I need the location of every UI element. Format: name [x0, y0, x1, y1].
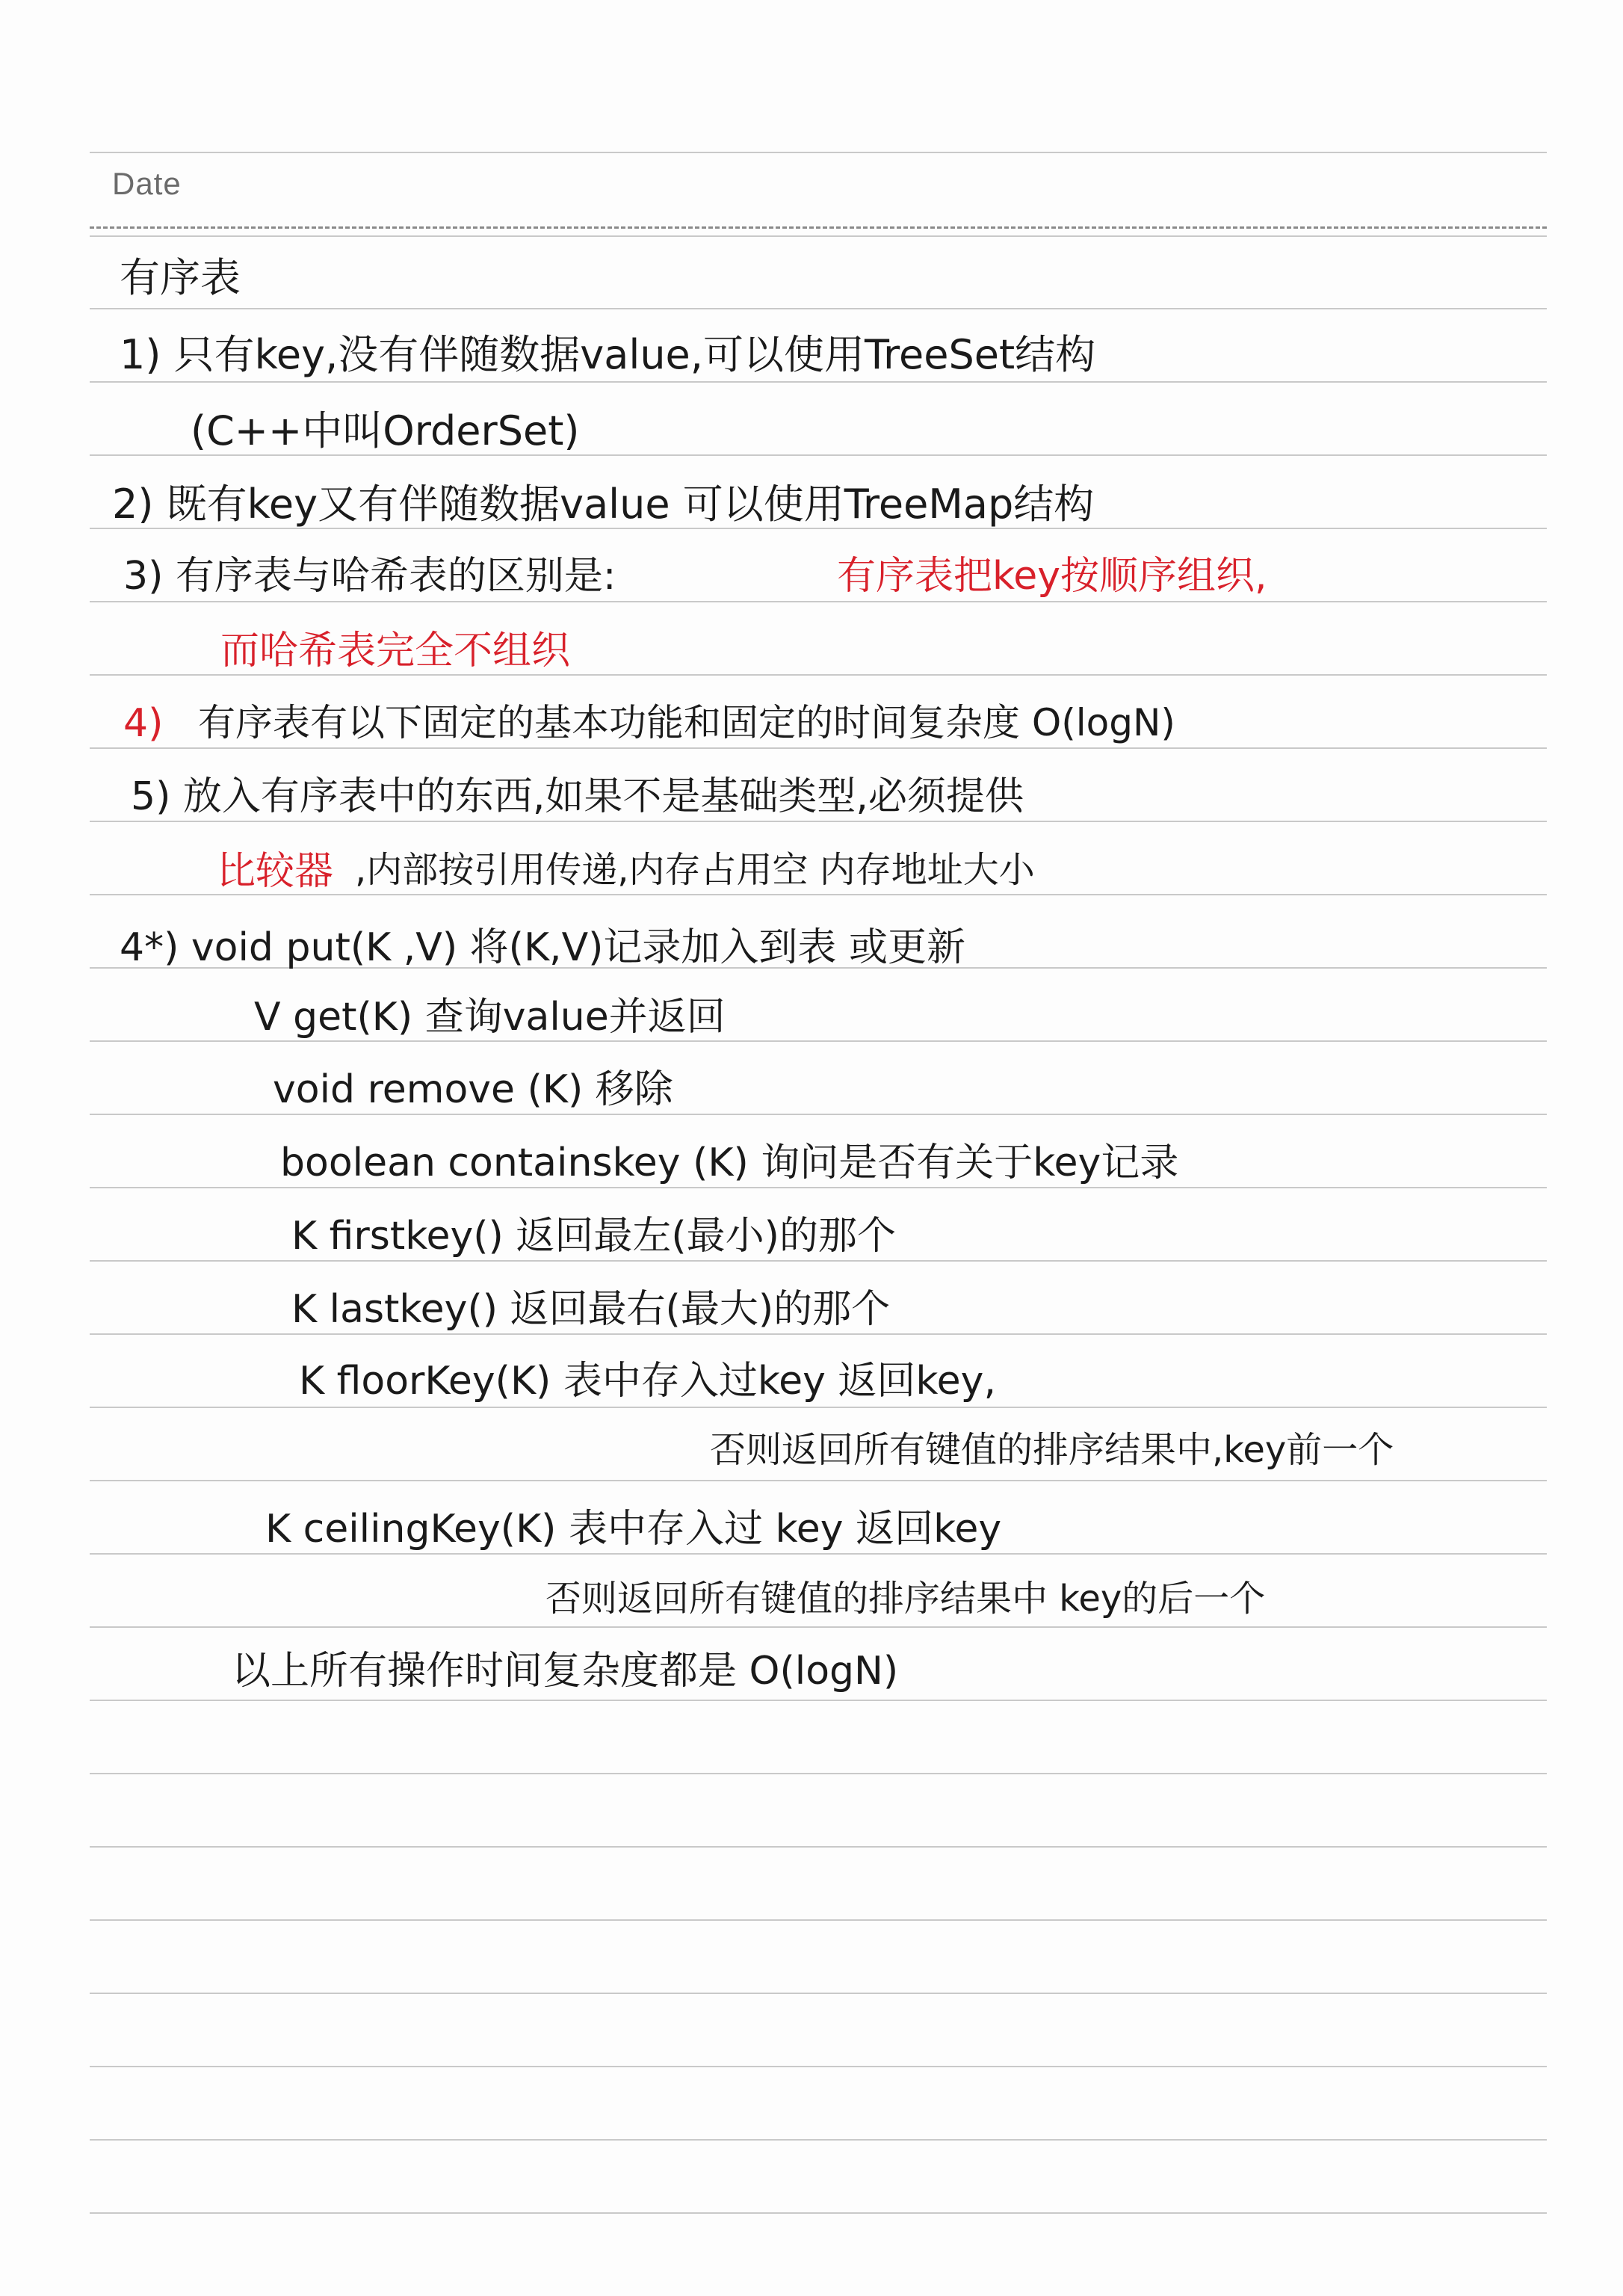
- ruled-line: [90, 528, 1547, 529]
- note-line-5b: ,内部按引用传递,内存占用空 内存地址大小: [355, 849, 1035, 891]
- method-put: 4*) void put(K ,V) 将(K,V)记录加入到表 或更新: [120, 925, 965, 970]
- ruled-line: [90, 235, 1547, 237]
- ruled-line: [90, 1114, 1547, 1115]
- ruled-line: [90, 1407, 1547, 1408]
- ruled-line: [90, 1773, 1547, 1774]
- method-remove: void remove (K) 移除: [273, 1067, 673, 1112]
- ruled-line: [90, 1480, 1547, 1481]
- ruled-line: [90, 894, 1547, 895]
- summary-line: 以上所有操作时间复杂度都是 O(logN): [232, 1649, 899, 1694]
- note-line-3c: 而哈希表完全不组织: [220, 629, 571, 673]
- method-ceilingkey: K ceilingKey(K) 表中存入过 key 返回key: [265, 1507, 1002, 1552]
- note-line-3a: 3) 有序表与哈希表的区别是:: [123, 554, 616, 599]
- date-label: Date: [112, 166, 182, 201]
- note-line-1b: (C++中叫OrderSet): [191, 407, 580, 454]
- ruled-line: [90, 601, 1547, 602]
- ruled-line: [90, 381, 1547, 383]
- method-lastkey: K lastkey() 返回最右(最大)的那个: [291, 1287, 891, 1332]
- ruled-line: [90, 1333, 1547, 1335]
- note-line-4: 有序表有以下固定的基本功能和固定的时间复杂度 O(logN): [198, 701, 1175, 744]
- ruled-line: [90, 1040, 1547, 1042]
- ruled-line: [90, 747, 1547, 749]
- ruled-line: [90, 1260, 1547, 1262]
- ruled-line: [90, 2066, 1547, 2067]
- ruled-line: [90, 1846, 1547, 1848]
- ruled-line: [90, 152, 1547, 153]
- ruled-line: [90, 454, 1547, 456]
- ruled-line: [90, 2212, 1547, 2214]
- ruled-line: [90, 308, 1547, 309]
- date-dashed-line: [90, 226, 1547, 229]
- note-title: 有序表: [120, 254, 241, 301]
- note-line-1: 1) 只有key,没有伴随数据value,可以使用TreeSet结构: [120, 331, 1096, 378]
- note-line-5-comparator: 比较器: [217, 849, 334, 894]
- method-containskey: boolean containskey (K) 询问是否有关于key记录: [280, 1141, 1179, 1185]
- note-line-5: 5) 放入有序表中的东西,如果不是基础类型,必须提供: [131, 774, 1024, 819]
- method-get: V get(K) 查询value并返回: [254, 995, 726, 1040]
- ruled-line: [90, 1993, 1547, 1994]
- method-floorkey-else: 否则返回所有键值的排序结果中,key前一个: [710, 1429, 1394, 1471]
- ruled-line: [90, 674, 1547, 676]
- note-line-2: 2) 既有key又有伴随数据value 可以使用TreeMap结构: [112, 481, 1095, 528]
- method-floorkey: K floorKey(K) 表中存入过key 返回key,: [299, 1359, 996, 1404]
- note-line-3b: 有序表把key按顺序组织,: [837, 554, 1267, 599]
- ruled-line: [90, 1626, 1547, 1628]
- method-ceilingkey-else: 否则返回所有键值的排序结果中 key的后一个: [545, 1578, 1266, 1620]
- ruled-line: [90, 1553, 1547, 1555]
- method-firstkey: K firstkey() 返回最左(最小)的那个: [291, 1214, 896, 1259]
- note-line-4-number: 4): [123, 701, 164, 746]
- ruled-line: [90, 1700, 1547, 1701]
- ruled-line: [90, 821, 1547, 822]
- ruled-line: [90, 2139, 1547, 2141]
- ruled-line: [90, 1187, 1547, 1188]
- ruled-line: [90, 1919, 1547, 1921]
